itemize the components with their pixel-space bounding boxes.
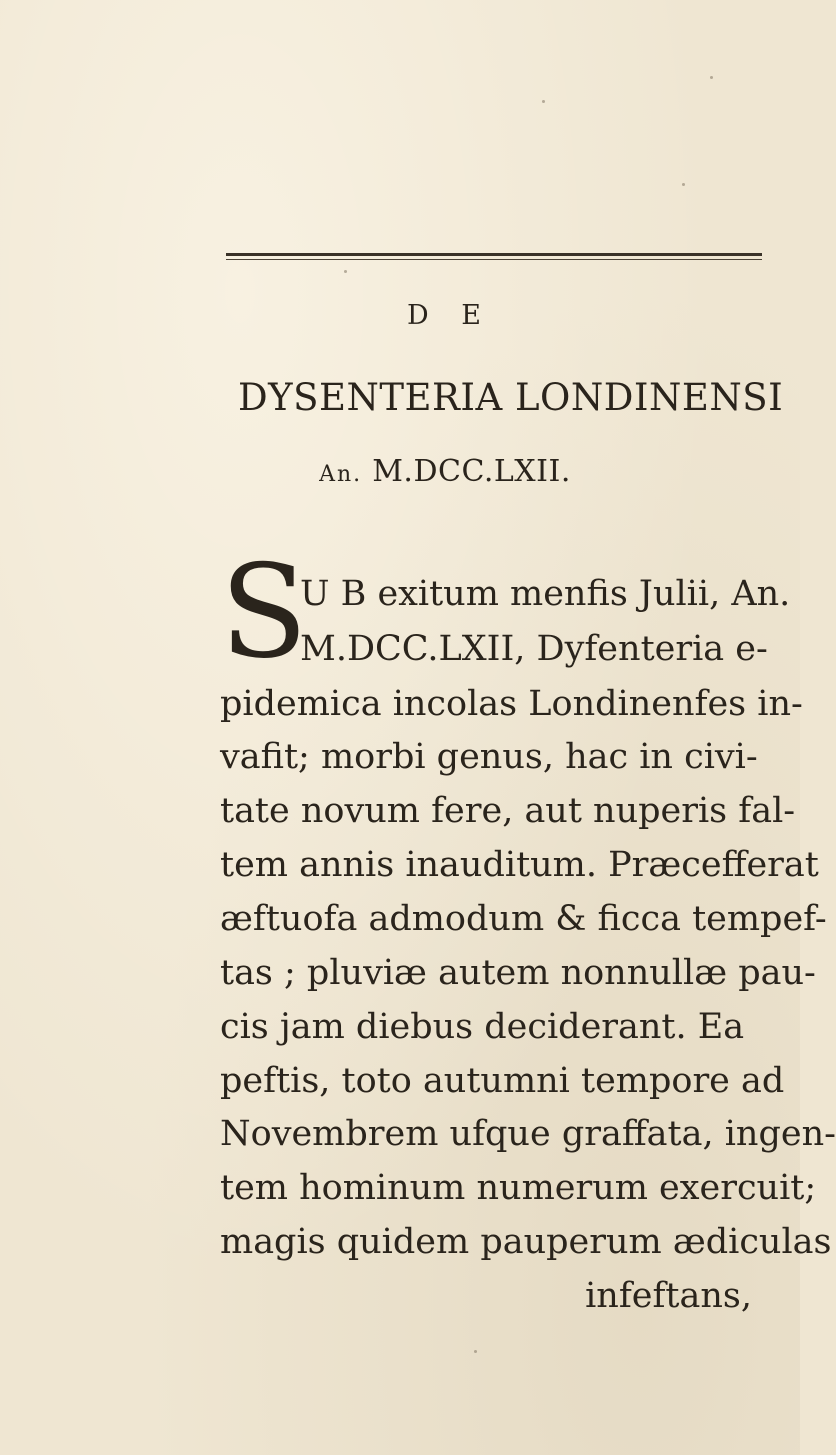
heading-de: D E: [407, 300, 493, 331]
text-line-12: tem hominum numerum exercuit;: [220, 1168, 817, 1208]
text-line-8: tas ; pluviæ autem nonnullæ pau-: [220, 953, 816, 993]
paper-speck: [710, 76, 713, 79]
paper-speck: [542, 100, 545, 103]
page-title: DYSENTERIA LONDINENSI: [238, 376, 784, 419]
text-line-7: æftuofa admodum & ficca tempef-: [220, 899, 827, 939]
text-line-10: peftis, toto autumni tempore ad: [220, 1061, 785, 1101]
paper-speck: [682, 183, 685, 186]
header-rule-thick: [226, 253, 762, 256]
text-line-1: U B exitum menfis Julii, An.: [300, 574, 791, 614]
text-line-5: tate novum fere, aut nuperis fal-: [220, 791, 796, 831]
text-line-13: magis quidem pauperum ædiculas: [220, 1222, 832, 1262]
paper-speck: [474, 1350, 477, 1353]
header-rule-thin: [226, 259, 762, 260]
text-line-4: vafit; morbi genus, hac in civi-: [220, 737, 758, 777]
text-line-2: M.DCC.LXII, Dyfenteria e-: [300, 629, 768, 669]
heading-date: [0, 454, 800, 489]
text-line-9: cis jam diebus deciderant. Ea: [220, 1007, 745, 1047]
catchword: infeftans,: [585, 1276, 752, 1316]
text-line-6: tem annis inauditum. Præcefferat: [220, 845, 819, 885]
drop-cap: S: [220, 538, 308, 687]
date-year: M.DCC.LXII.: [372, 454, 571, 489]
text-line-11: Novembrem ufque graffata, ingen-: [220, 1114, 836, 1154]
text-line-3: pidemica incolas Londinenfes in-: [220, 684, 803, 724]
date-prefix: An.: [319, 462, 363, 487]
paper-speck: [344, 270, 347, 273]
